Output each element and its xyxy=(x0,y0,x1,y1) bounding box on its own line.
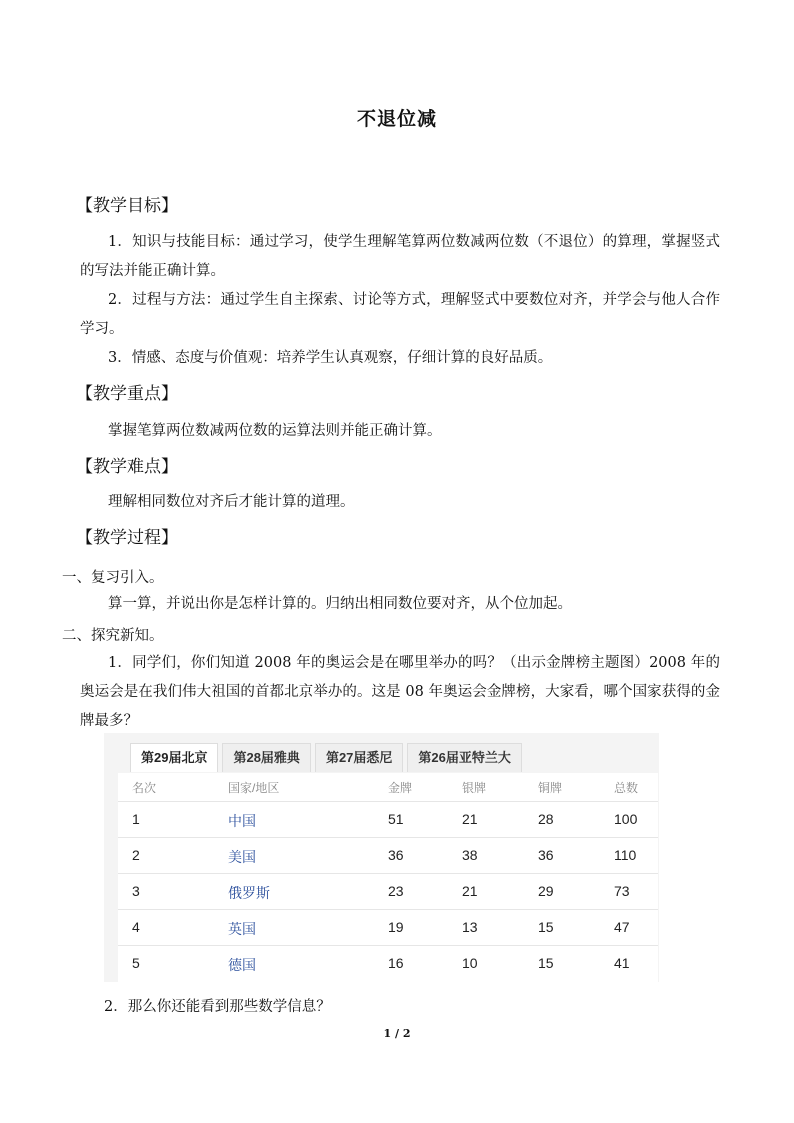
goal-item-2: 2．过程与方法：通过学生自主探索、讨论等方式，理解竖式中要数位对齐，并学会与他人合作学习。 xyxy=(80,292,720,337)
medal-tabs xyxy=(130,743,526,773)
country-link[interactable]: 俄罗斯 xyxy=(228,885,270,901)
document-title: 不退位减 xyxy=(356,108,437,130)
cell-silver: 10 xyxy=(462,955,478,971)
process-part2-item1: 1．同学们，你们知道 2008 年的奥运会是在哪里举办的吗？（出示金牌榜主题图）2008 年的奥运会是在我们伟大祖国的首都北京举办的。这是 08 年奥运会金牌榜，大家看，哪个国家获得的金牌最多？ xyxy=(80,655,720,729)
page-number: 1 / 2 xyxy=(383,1027,411,1040)
cell-total: 100 xyxy=(614,811,638,827)
header-country: 国家/地区 xyxy=(228,781,280,795)
cell-bronze: 15 xyxy=(538,919,554,935)
cell-rank: 2 xyxy=(132,847,140,863)
country-link[interactable]: 美国 xyxy=(228,849,256,865)
cell-bronze: 36 xyxy=(538,847,554,863)
medal-table-image xyxy=(104,733,659,982)
cell-rank: 3 xyxy=(132,883,140,899)
cell-silver: 38 xyxy=(462,847,478,863)
header-bronze: 铜牌 xyxy=(538,781,563,795)
header-gold: 金牌 xyxy=(388,781,413,795)
tab-athens[interactable]: 第28届雅典 xyxy=(222,743,310,772)
table-row xyxy=(118,945,658,981)
section-difficulties: 【教学难点】 xyxy=(76,457,178,477)
goal-item-3: 3．情感、态度与价值观：培养学生认真观察，仔细计算的良好品质。 xyxy=(108,350,553,366)
country-link[interactable]: 德国 xyxy=(228,957,256,973)
cell-rank: 1 xyxy=(132,811,140,827)
header-total: 总数 xyxy=(614,781,639,795)
cell-silver: 21 xyxy=(462,883,478,899)
cell-gold: 16 xyxy=(388,955,404,971)
cell-bronze: 15 xyxy=(538,955,554,971)
key-points-text: 掌握笔算两位数减两位数的运算法则并能正确计算。 xyxy=(108,423,442,439)
cell-total: 110 xyxy=(614,847,637,863)
section-key-points: 【教学重点】 xyxy=(76,384,178,404)
section-goals: 【教学目标】 xyxy=(76,196,178,216)
cell-total: 47 xyxy=(614,919,630,935)
medal-table xyxy=(118,773,658,982)
cell-total: 73 xyxy=(614,883,630,899)
difficulties-text: 理解相同数位对齐后才能计算的道理。 xyxy=(108,494,355,510)
goal-item-1: 1．知识与技能目标：通过学习，使学生理解笔算两位数减两位数（不退位）的算理，掌握竖式的写法并能正确计算。 xyxy=(80,234,720,279)
tab-atlanta[interactable]: 第26届亚特兰大 xyxy=(407,743,521,772)
header-silver: 银牌 xyxy=(462,781,487,795)
process-part1-title: 一、复习引入。 xyxy=(62,570,164,586)
cell-silver: 13 xyxy=(462,919,478,935)
table-row xyxy=(118,909,658,945)
cell-gold: 19 xyxy=(388,919,404,935)
process-part1-text: 算一算，并说出你是怎样计算的。归纳出相同数位要对齐，从个位加起。 xyxy=(108,596,572,612)
cell-gold: 36 xyxy=(388,847,404,863)
cell-silver: 21 xyxy=(462,811,478,827)
header-rank: 名次 xyxy=(132,781,157,795)
cell-gold: 23 xyxy=(388,883,404,899)
cell-bronze: 28 xyxy=(538,811,554,827)
section-process: 【教学过程】 xyxy=(76,528,178,548)
table-row xyxy=(118,801,658,837)
cell-gold: 51 xyxy=(388,811,404,827)
process-part2-title: 二、探究新知。 xyxy=(62,628,164,644)
country-link[interactable]: 英国 xyxy=(228,921,256,937)
country-link[interactable]: 中国 xyxy=(228,813,256,829)
tab-beijing[interactable]: 第29届北京 xyxy=(130,743,218,772)
cell-bronze: 29 xyxy=(538,883,554,899)
table-row xyxy=(118,837,658,873)
cell-rank: 5 xyxy=(132,955,140,971)
tab-sydney[interactable]: 第27届悉尼 xyxy=(315,743,403,772)
table-row xyxy=(118,873,658,909)
process-part2-item2: 2．那么你还能看到那些数学信息？ xyxy=(104,999,331,1015)
cell-rank: 4 xyxy=(132,919,140,935)
cell-total: 41 xyxy=(614,955,630,971)
